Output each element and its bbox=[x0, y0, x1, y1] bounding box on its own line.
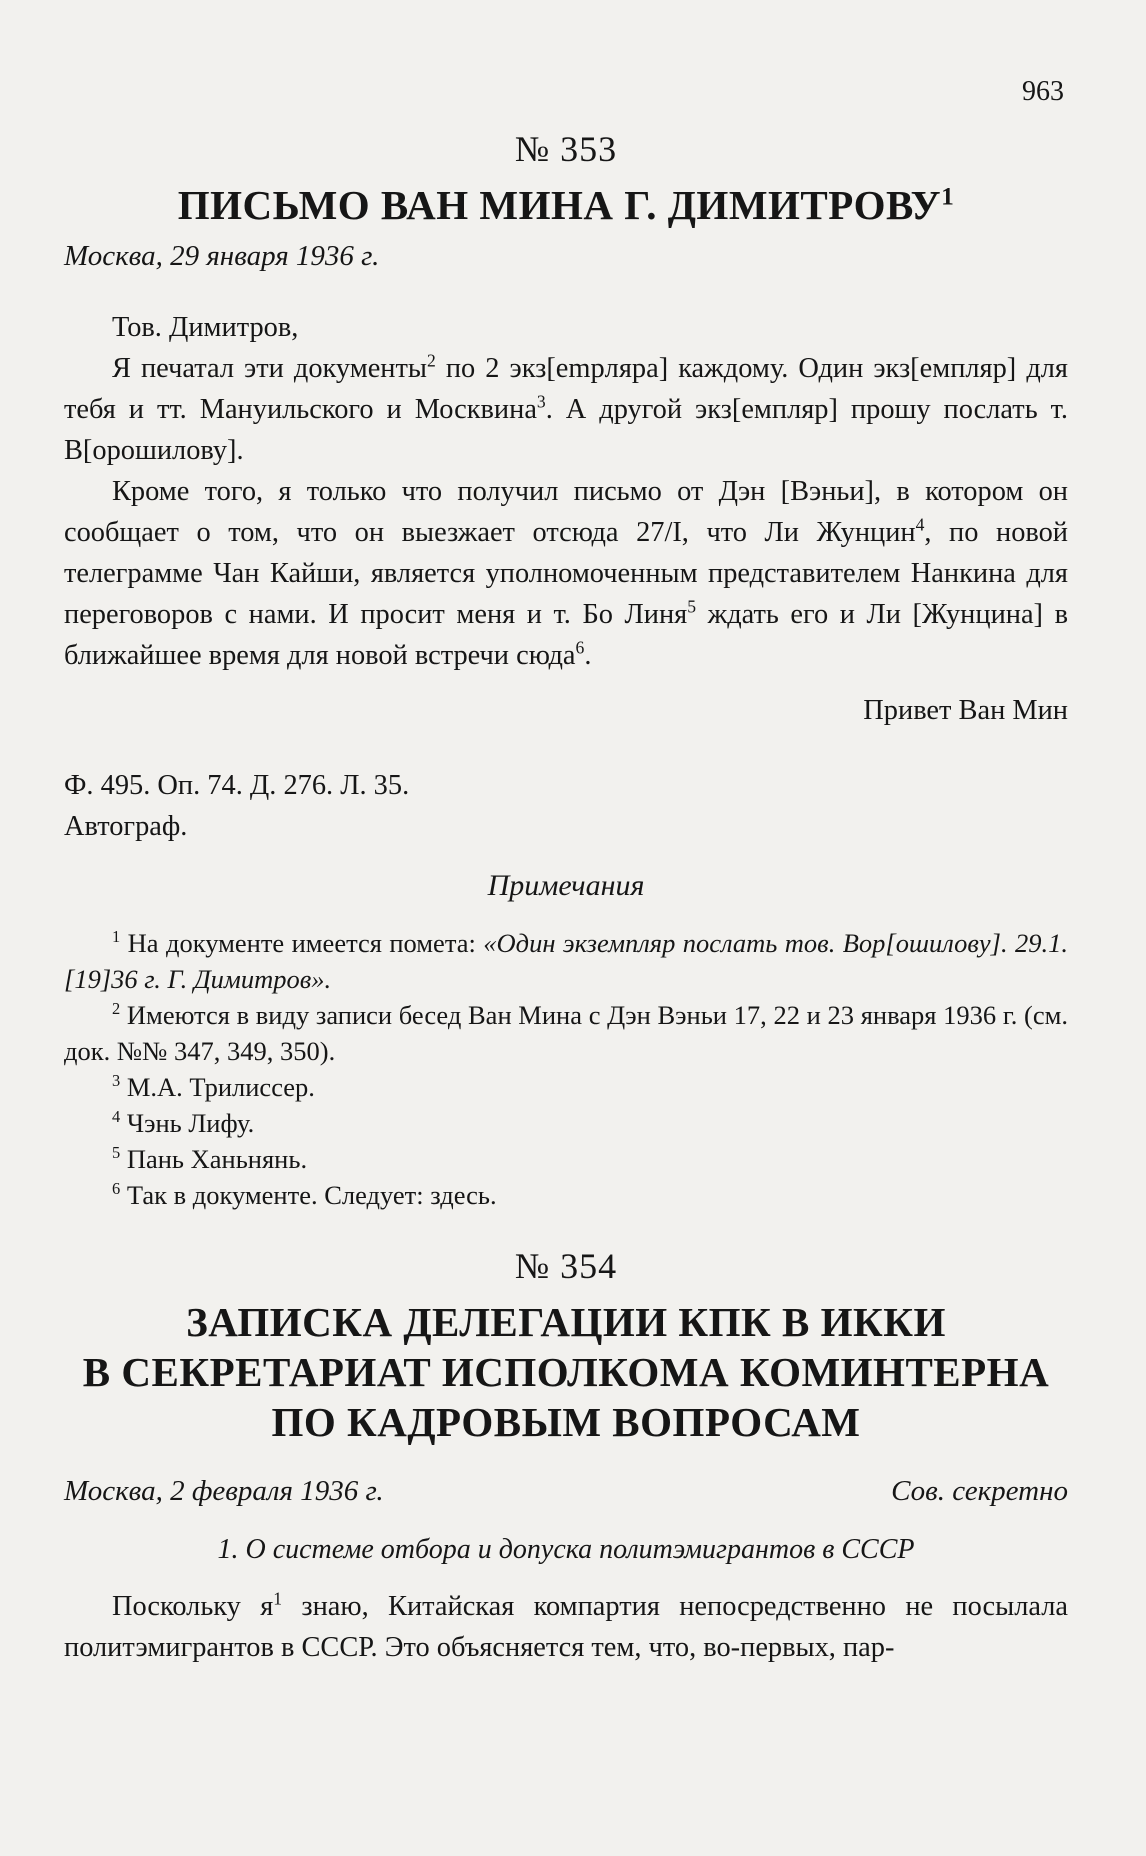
footnote-ref: 6 bbox=[575, 637, 585, 658]
note-number: 5 bbox=[112, 1143, 121, 1163]
document-title-line: В СЕКРЕТАРИАТ ИСПОЛКОМА КОМИНТЕРНА bbox=[82, 1349, 1050, 1395]
salutation: Тов. Димитров, bbox=[112, 312, 299, 343]
note-item bbox=[64, 1105, 1068, 1141]
notes-heading: Примечания bbox=[487, 869, 645, 902]
note-number: 6 bbox=[112, 1179, 121, 1199]
note-text: Пань Ханьнянь. bbox=[126, 1144, 308, 1174]
dateline: Москва, 2 февраля 1936 г. bbox=[64, 1475, 384, 1507]
footnote-ref: 3 bbox=[536, 391, 546, 412]
note-number: 2 bbox=[112, 999, 121, 1019]
footnote-ref: 2 bbox=[426, 350, 436, 371]
footnote-ref: 4 bbox=[915, 514, 925, 535]
classification-mark: Сов. секретно bbox=[891, 1475, 1068, 1507]
document-title-line: ЗАПИСКА ДЕЛЕГАЦИИ КПК В ИККИ bbox=[186, 1299, 946, 1345]
text-run: , по новой телеграмме Чан Кайши, является уполномоченным представителем Нанкина для переговоров с нами. И просит меня и т. Бо Линя bbox=[64, 517, 1069, 630]
note-item bbox=[64, 997, 1068, 1069]
signature: Привет Ван Мин bbox=[863, 695, 1068, 726]
footnote-ref: 5 bbox=[687, 596, 697, 617]
text-run: по 2 экз[empляра] каждому. Один экз[емпляр] для тебя и тт. Мануильского и Москвина bbox=[64, 353, 1068, 425]
note-item bbox=[64, 1177, 1068, 1213]
note-text: Имеются в виду записи бесед Ван Мина с Дэн Вэньи 17, 22 и 23 января 1936 г. (см. док. №№ 347, 349, 350). bbox=[64, 1000, 1069, 1066]
text-run: . А другой экз[емпляр] прошу послать т. В[орошилову]. bbox=[64, 394, 1068, 466]
footnote-ref: 1 bbox=[941, 182, 955, 211]
note-text: Чэнь Лифу. bbox=[126, 1108, 255, 1138]
document-title bbox=[64, 1297, 1068, 1447]
note-item bbox=[64, 1069, 1068, 1105]
note-item bbox=[64, 1141, 1068, 1177]
text-run: Я печатал эти документы bbox=[112, 353, 427, 384]
body-paragraph bbox=[64, 1586, 1068, 1668]
note-number: 4 bbox=[112, 1107, 121, 1127]
footnote-ref: 1 bbox=[273, 1588, 283, 1609]
text-run: Поскольку я bbox=[112, 1591, 274, 1622]
autograph-note: Автограф. bbox=[64, 811, 188, 842]
document-number: № 353 bbox=[514, 129, 618, 169]
document-title bbox=[64, 180, 1068, 230]
text-run: знаю, Китайская компартия непосредственно не посылала политэмигрантов в СССР. Это объясняется тем, что, во-первых, пар- bbox=[64, 1591, 1068, 1663]
note-item bbox=[64, 925, 1068, 997]
text-run: Кроме того, я только что получил письмо от Дэн [Вэньи], в котором он сообщает о том, что он выезжает отсюда 27/I, что Ли Жунцин bbox=[64, 476, 1068, 548]
page-number: 963 bbox=[1022, 76, 1064, 107]
note-text: Так в документе. Следует: здесь. bbox=[126, 1180, 497, 1210]
note-number: 1 bbox=[112, 927, 121, 947]
note-number: 3 bbox=[112, 1071, 121, 1091]
notes-list bbox=[64, 925, 1068, 1213]
note-text-italic: «Один экземпляр послать тов. Вор[ошилову]. 29.1.[19]36 г. Г. Димитров». bbox=[64, 928, 1069, 994]
text-run: ждать его и Ли [Жунцина] в ближайшее время для новой встречи сюда bbox=[64, 599, 1068, 671]
note-text: М.А. Трилиссер. bbox=[126, 1072, 315, 1102]
document-title-line: ПО КАДРОВЫМ ВОПРОСАМ bbox=[271, 1399, 861, 1445]
section-heading: 1. О системе отбора и допуска политэмигрантов в СССР bbox=[217, 1534, 915, 1565]
letter-paragraph bbox=[64, 348, 1068, 471]
letter-paragraph bbox=[64, 471, 1068, 676]
note-text: На документе имеется помета: bbox=[127, 928, 484, 958]
dateline: Москва, 29 января 1936 г. bbox=[64, 240, 380, 272]
text-run: . bbox=[584, 640, 592, 671]
document-number: № 354 bbox=[514, 1246, 618, 1286]
dateline-row bbox=[64, 1475, 1068, 1508]
document-title-text: ПИСЬМО ВАН МИНА Г. ДИМИТРОВУ bbox=[177, 182, 942, 228]
archive-reference: Ф. 495. Оп. 74. Д. 276. Л. 35. bbox=[64, 770, 410, 801]
